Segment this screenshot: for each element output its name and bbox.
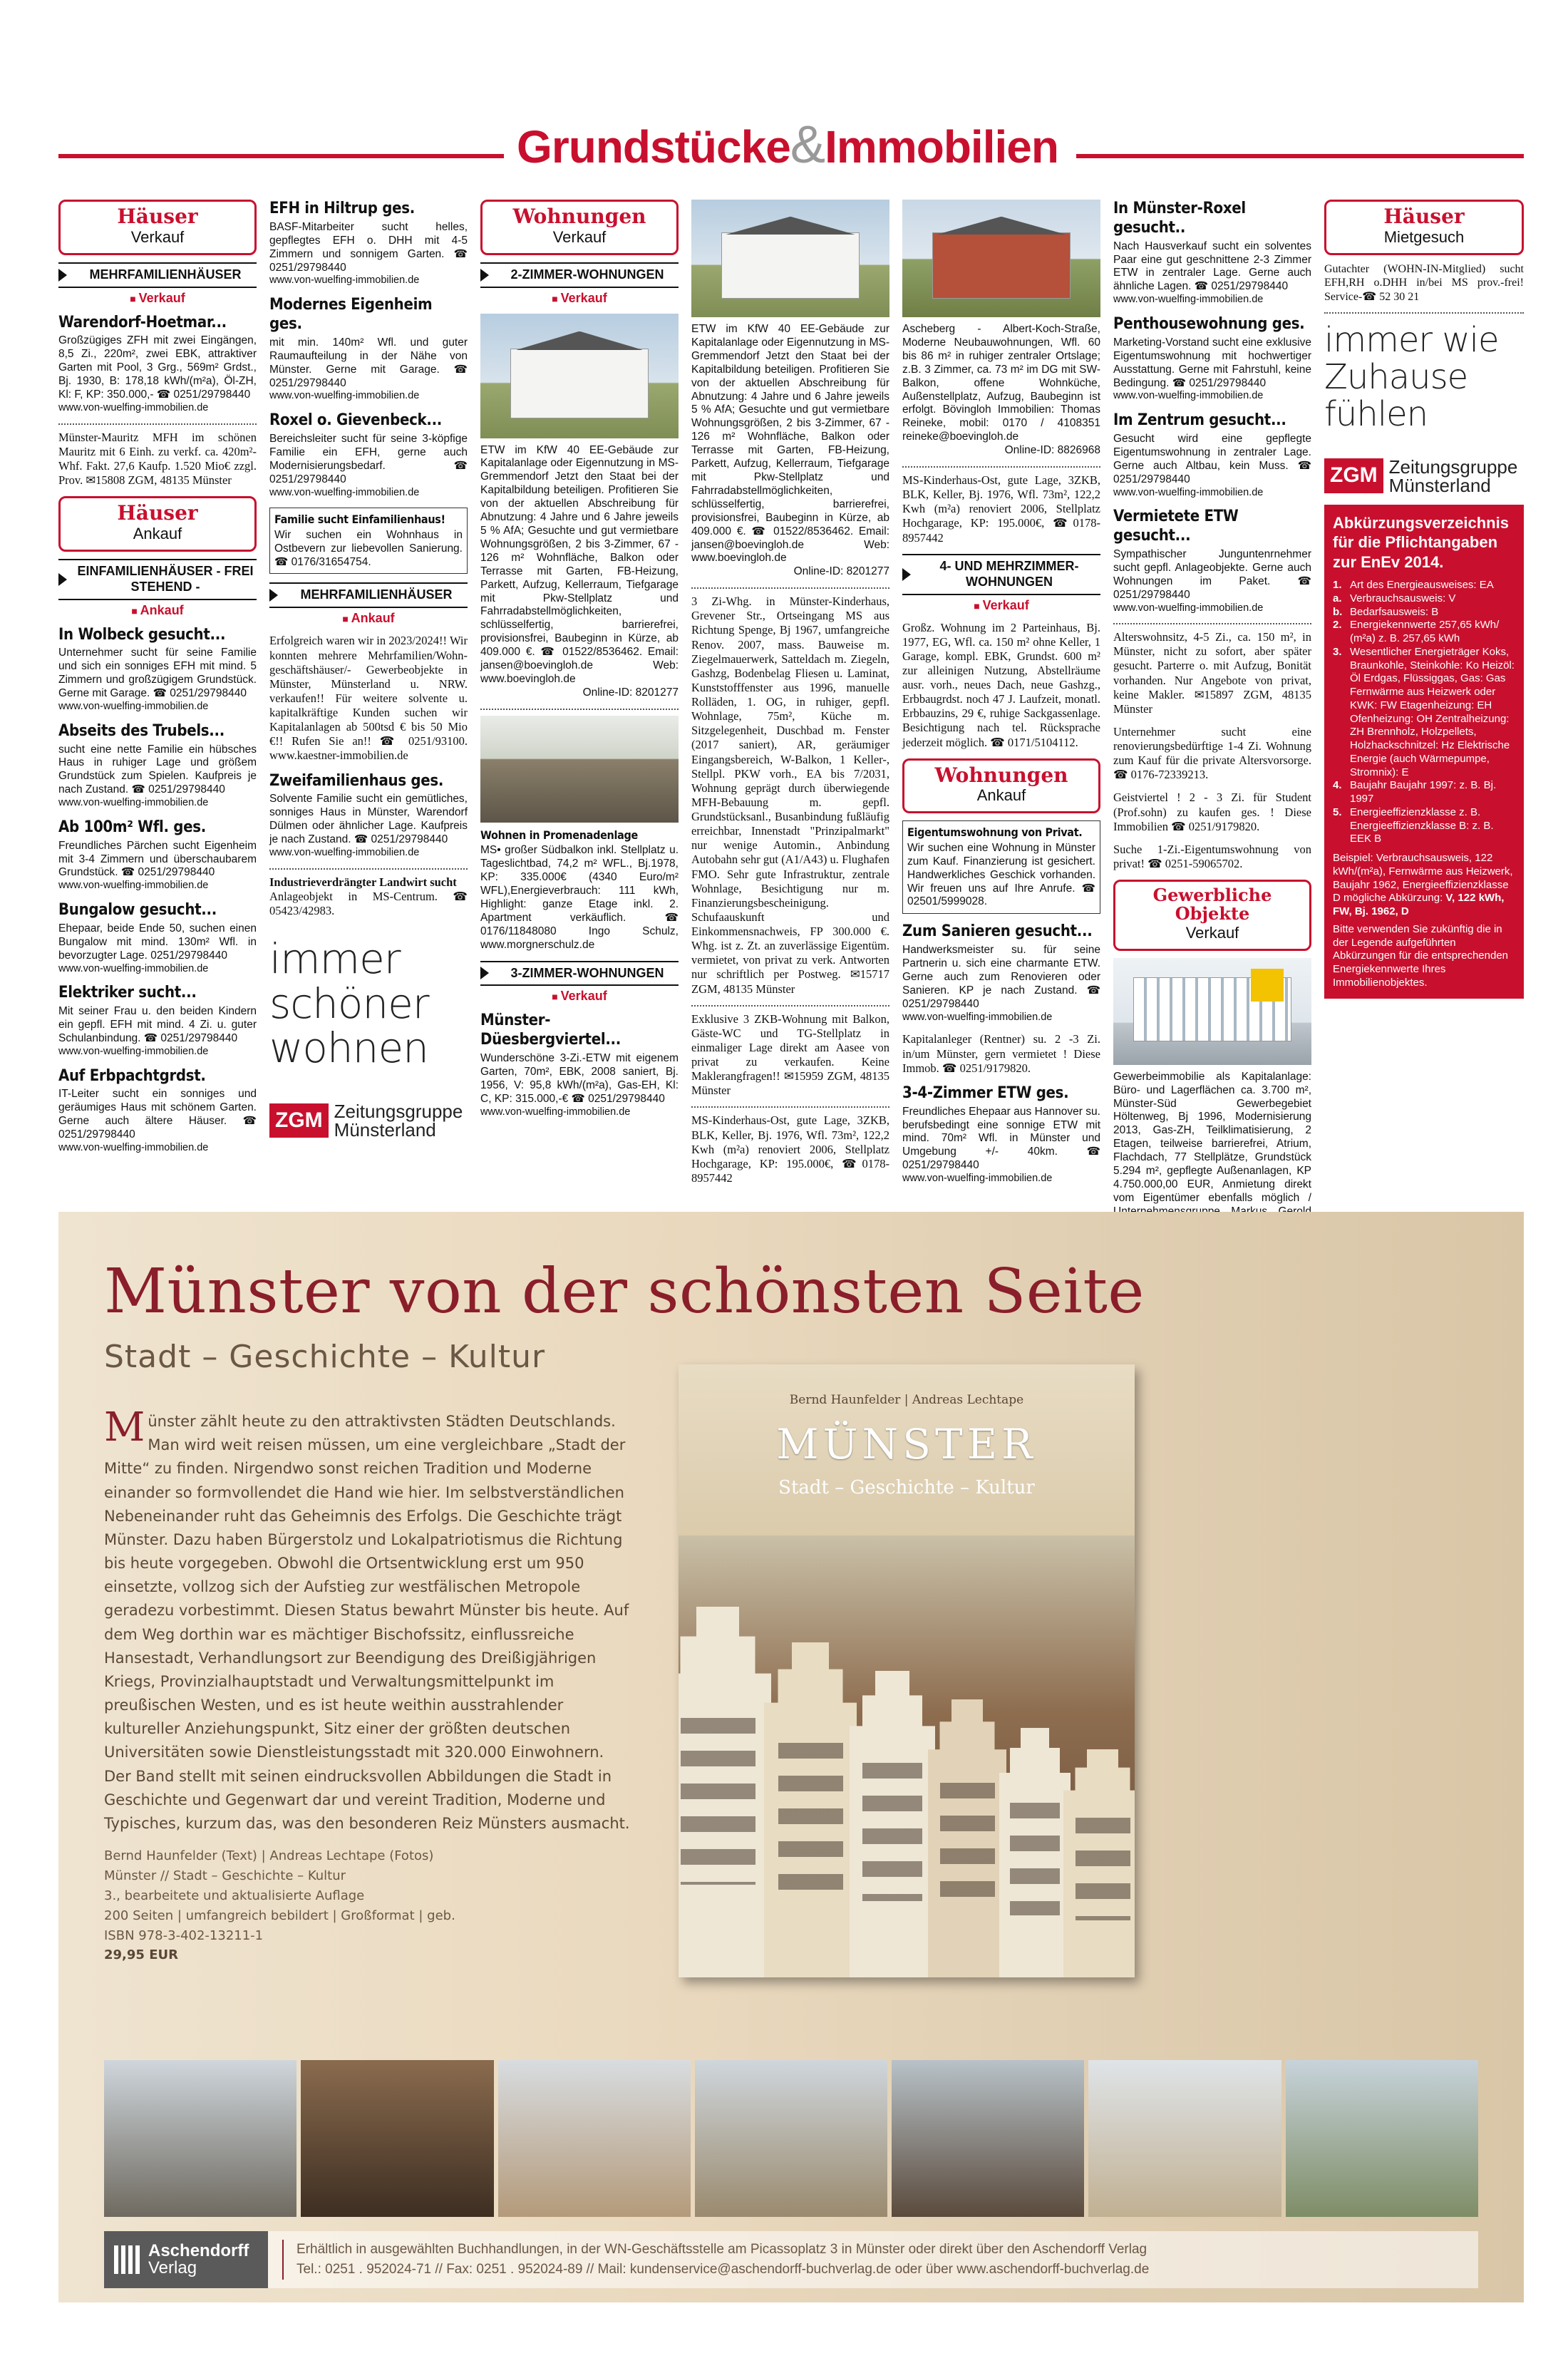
- box-title: Häuser: [1383, 205, 1465, 228]
- ad-web-link[interactable]: www.von-wuelfing-immobilien.de: [1113, 390, 1264, 402]
- slogan-line: fühlen: [1324, 393, 1428, 434]
- ad-text: Gewerbeimmobilie als Kapitalanlage: Büro- und Lagerflächen ca. 3.700 m², Münster-Süd Gewerbegebiet Höltenweg, Bj 1996, Modernisierung 2013, Gas-ZH, Teilklimatisierung, 2 Etagen, teilweise barrierefrei, Atrium, Flachdach, 77 Stellplätze, Grundstück 5.294 m², gepflegte Außenanlagen, KP 4.750.000,00 EUR, Anmietung direkt vom Eigentümer ebenfalls möglich /: [1113, 1070, 1311, 1204]
- category-box-gewerbe-verkauf: [1113, 880, 1311, 951]
- classified-ad: [58, 722, 257, 810]
- category-box-wohnungen-ankauf: [902, 758, 1100, 814]
- ad-text: Kapitalanleger (Rentner) su. 2 -3 Zi. in/um Münster, gern vermietet ! Diese Immob. ☎ 0251/9179820.: [902, 1032, 1100, 1075]
- ad-web-link[interactable]: www.von-wuelfing-immobilien.de: [58, 401, 209, 413]
- ad-text: Handwerksmeister su. für seine Partnerin u. sich eine charmante ETW. Gerne auch zum Renovieren oder Sanieren. KP je nach Zustand. ☎ 0251/29798440: [902, 944, 1100, 1010]
- box-subtitle: Ankauf: [976, 786, 1026, 805]
- divider: [1113, 623, 1311, 624]
- slogan-line: immer wie: [1324, 320, 1499, 361]
- classified-ad: [269, 772, 468, 860]
- publisher-footer: [104, 2231, 1478, 2288]
- classified-ad: [58, 818, 257, 892]
- photo-castle: [695, 2060, 887, 2217]
- book-details: [104, 1846, 455, 1965]
- ad-text: Großzügiges ZFH mit zwei Eingängen, 8,5 Zi., 220m², zwei EBK, attraktiver Garten mit Pool, 3 Grg., 569m² Grdst., Bj. 1930, B: 178,18 kWh/(m²a), Öl-ZH, Kl: F, KP: 350.000,- ☎ 0251/29798440: [58, 334, 257, 401]
- category-box-wohnungen-verkauf: [480, 200, 679, 255]
- box-subtitle: Ankauf: [133, 524, 182, 542]
- classified-ad: [1113, 411, 1311, 499]
- slogan-line: immer: [269, 935, 401, 984]
- classified-ad: [1113, 843, 1311, 871]
- ad-web-link[interactable]: www.von-wuelfing-immobilien.de: [58, 797, 209, 809]
- photo-lake: [1286, 2060, 1478, 2217]
- ad-web-link[interactable]: www.von-wuelfing-immobilien.de: [480, 1106, 631, 1118]
- classified-ad: [269, 411, 468, 499]
- logo-line: Münsterland: [334, 1118, 436, 1141]
- title-left: Grundstücke: [517, 121, 790, 173]
- ad-text: Freundliches Ehepaar aus Hannover su. berufsbedingt eine sonnige ETW mit mind. 70m² Wfl. in Münster und Umgebung +/- 40km. ☎ 0251/29798440: [902, 1105, 1100, 1172]
- ad-title: Industrieverdrängter Landwirt sucht: [269, 875, 457, 889]
- ad-text: Gutachter (WOHN-IN-Mitglied) sucht EFH,RH o.DHH in/bei MS prov.-frei! Service-☎ 52 30 21: [1324, 262, 1524, 303]
- book-title: MÜNSTER: [776, 1420, 1037, 1468]
- book-subtitle: Stadt – Geschichte – Kultur: [778, 1477, 1035, 1498]
- title-amp: &: [790, 115, 825, 174]
- box-subtitle: Verkauf: [130, 227, 185, 246]
- ad-text: Exklusive 3 ZKB-Wohnung mit Balkon, Gäste-WC und TG-Stellplatz in einmaliger Lage direkt am Aasee von privat zu verkaufen. Keine Maklerangfragen!! ✉15959 ZGM, 48135 Münster: [691, 1012, 889, 1098]
- ad-headline: Münster von der schönsten Seite: [104, 1256, 1145, 1327]
- category-box-haeuser-ankauf: [58, 496, 257, 552]
- ad-title: Bungalow gesucht...: [58, 901, 217, 920]
- classified-ad: [1113, 725, 1311, 783]
- legend-item: 4. Baujahr Baujahr 1997: z. B. Bj. 1997: [1333, 779, 1497, 805]
- zgm-logo: [1324, 455, 1524, 496]
- aschendorff-logo: [104, 2231, 268, 2288]
- ad-online-id: Online-ID: 8201277: [793, 565, 889, 578]
- ad-text: Marketing-Vorstand sucht eine exklusive Eigentumswohnung mit hochwertiger Ausstattung. Gerne mit Fahrstuhl, keine Bedingung. ☎ 0251/29798440: [1113, 336, 1311, 389]
- header-rule-left: [58, 154, 504, 158]
- building-photo: [480, 314, 679, 438]
- classified-ad: [902, 621, 1100, 750]
- slogan: [1324, 322, 1524, 433]
- zgm-logo: [269, 1102, 468, 1139]
- classified-ad: [58, 1067, 257, 1155]
- ad-web-link[interactable]: www.von-wuelfing-immobilien.de: [269, 274, 420, 287]
- classified-ad: [902, 323, 1100, 458]
- building-photo: [691, 200, 889, 317]
- category-header: MEHRFAMILIENHÄUSER: [58, 262, 257, 288]
- ad-text: Suche 1-Zi.-Eigentumswohnung von privat! ☎ 0251-59065702.: [1113, 842, 1311, 870]
- ad-text: Sympathischer Junguntenrnehmer sucht gepfl. Anlageobjekte. Gerne auch Wohnungen im Paket. ☎ 0251/29798440: [1113, 547, 1311, 601]
- ad-text: MS• großer Südbalkon inkl. Stellplatz u. Tageslichtbad, 74,2 m² WFL., Bj.1978, KP: 335.000€ (4340 Euro/m² WFL),Energieverbrauch: 111 kWh, Highlight: ganze Etage inkl. 2. Apartment verkäuflich. ☎ 0176/11848080 Ingo Schulz, www.morgnerschulz.de: [480, 844, 679, 951]
- building-logo: [1251, 969, 1284, 1002]
- building-photo: [902, 200, 1100, 317]
- classified-ad: [58, 431, 257, 488]
- divider: [480, 709, 679, 710]
- subcategory-label: ■ Verkauf: [480, 989, 679, 1004]
- classified-ad: [1113, 630, 1311, 716]
- category-header: 4- UND MEHRZIMMER-WOHNUNGEN: [902, 554, 1100, 595]
- classified-ad-boxed: [269, 508, 468, 574]
- ad-text: ETW im KfW 40 EE-Gebäude zur Kapitalanlage oder Eigennutzung in MS-Gremmendorf Jetzt den Staat bei der Kapitalbildung beteiligen. Profitieren Sie von der aktuellen Abschreibung für Abnutzung: 4 Jahre und 6 Jahre jeweils 5 % AfA; Gesuchte und gut vermietbare Wohnungsgrößen, 2 bis 3-Zimmer, 67 - 126 m² Wohnfläche, Balkon oder Terrasse mit Garten, FB-Heizung, Parkett, Aufzug, Kellerraum, Tiefgarage mit Pkw-Stellplatz und Fahrradabstellmöglichkeiten, schlüsselfertig, barrierefrei, provisionsfrei, Baubeginn in Kürze, ab 409.000 €. ☎ 01522/8536462. Email: jansen@boevingloh.de Web: www.boevingloh.de: [480, 443, 679, 685]
- ad-text: mit min. 140m² Wfl. und guter Raumaufteilung in der Nähe von Münster. Gerne mit Garage. ☎ 0251/29798440: [269, 336, 468, 389]
- ad-title: Warendorf-Hoetmar...: [58, 313, 227, 331]
- ad-web-link[interactable]: www.von-wuelfing-immobilien.de: [902, 1173, 1053, 1185]
- photo-strip: [104, 2060, 1478, 2217]
- slogan-line: Zuhause: [1324, 357, 1468, 397]
- section-title: [513, 114, 1062, 175]
- classified-ad: [902, 1032, 1100, 1075]
- ad-text: MS-Kinderhaus-Ost, gute Lage, 3ZKB, BLK, Keller, Bj. 1976, Wfl. 73m², 122,2 Kwh (m²a) renoviert 2006, Stellplatz Hochgarage, KP: 195.000€, ☎0178-8957442: [691, 1113, 889, 1185]
- book-authors: Bernd Haunfelder | Andreas Lechtape: [789, 1393, 1024, 1407]
- book-detail-line: 3., bearbeitete und aktualisierte Auflage: [104, 1888, 365, 1903]
- ad-title: In Wolbeck gesucht...: [58, 625, 226, 644]
- ad-web-link[interactable]: www.von-wuelfing-immobilien.de: [1113, 486, 1264, 498]
- category-box-haeuser-mietgesuch: [1324, 200, 1524, 255]
- column-2: [269, 200, 468, 1139]
- photo-baroque-facade: [498, 2060, 691, 2217]
- slogan: [269, 937, 468, 1071]
- divider: [691, 1005, 889, 1007]
- ad-title: Zweifamilienhaus ges.: [269, 771, 444, 790]
- classified-ad: [269, 634, 468, 763]
- classified-ad: [1113, 315, 1311, 403]
- ad-title: Abseits des Trubels...: [58, 721, 225, 740]
- ad-subheadline: Stadt – Geschichte – Kultur: [104, 1339, 546, 1375]
- ad-text: Gesucht wird eine gepflegte Eigentumswohnung in zentraler Lage. Gerne auch Altbau, kein Muss. ☎ 0251/29798440: [1113, 432, 1311, 485]
- classified-ad: [1113, 200, 1311, 307]
- classified-ad: [902, 473, 1100, 545]
- terrace-photo: [480, 716, 679, 823]
- ad-text: Wir suchen eine Wohnung in Münster zum Kauf. Finanzierung ist gesichert. Handwerkliches Geschick vorhanden. Wir freuen uns auf Ihre Anrufe. ☎ 02501/5999028.: [907, 841, 1095, 908]
- ad-title: Roxel o. Gievenbeck...: [269, 411, 443, 430]
- classified-ad: [269, 200, 468, 287]
- ad-title: Elektriker sucht...: [58, 984, 197, 1002]
- box-title: Gewerbliche Objekte: [1152, 885, 1272, 925]
- classified-ad: [691, 1012, 889, 1098]
- book-price: 29,95 EUR: [104, 1947, 178, 1963]
- slogan-line: wohnen: [269, 1024, 428, 1073]
- box-subtitle: Verkauf: [552, 227, 607, 246]
- column-7: [1324, 200, 1524, 999]
- classified-ad: [58, 984, 257, 1058]
- column-5: [902, 200, 1100, 1194]
- legend-note: Bitte verwenden Sie zukünftig die in der Legende aufgeführten Abkürzungen für die entsprechenden Energiekennwerte Ihres Immobilienobjektes.: [1333, 922, 1509, 989]
- classified-ad: [1113, 508, 1311, 614]
- zgm-logo-mark: ZGM: [269, 1103, 329, 1138]
- ad-title: Ab 100m² Wfl. ges.: [58, 818, 206, 836]
- abbreviation-legend: [1324, 505, 1524, 999]
- classified-ad: [691, 1113, 889, 1185]
- ad-text: MS-Kinderhaus-Ost, gute Lage, 3ZKB, BLK, Keller, Bj. 1976, Wfl. 73m², 122,2 Kwh (m²a) renoviert 2006, Stellplatz Hochgarage, KP: 195.000€, ☎0178-8957442: [902, 473, 1100, 545]
- ad-web-link[interactable]: www.von-wuelfing-immobilien.de: [58, 1142, 209, 1153]
- ad-text: Nach Hausverkauf sucht ein solventes Paar eine gut geschnittene 2-3 Zimmer ETW in zentraler Lage. Gerne auch ähnliche Lagen. ☎ 0251/29798440: [1113, 240, 1311, 293]
- photo-cathedral: [104, 2060, 296, 2217]
- classified-ad: [902, 1084, 1100, 1185]
- ad-text: Unternehmer sucht eine renovierungsbedürftige 1-4 Zi. Wohnung zum Kauf für die private Altersvorsorge. ☎ 0176-72339213.: [1113, 724, 1311, 782]
- subcategory-label: ■ Ankauf: [269, 611, 468, 627]
- classified-ad: [902, 922, 1100, 1024]
- divider: [691, 1106, 889, 1108]
- ad-title: Münster-Düesbergviertel...: [480, 1012, 621, 1049]
- ad-text: Ehepaar, beide Ende 50, suchen einen Bungalow mit mind. 130m² Wfl. in bevorzugter Lage. 0251/29798440: [58, 922, 257, 962]
- box-title: Häuser: [117, 205, 198, 228]
- ad-text: Unternehmer sucht für seine Familie und sich ein sonniges EFH mit mind. 5 Zimmern und großzügigem Grundstück. Gerne mit Garage. ☎ 0251/29798440: [58, 647, 257, 700]
- box-title: Häuser: [117, 501, 198, 525]
- ad-text: Wunderschöne 3-Zi.-ETW mit eigenem Garten, 70m², EBK, 2008 saniert, Bj. 1956, V: 95,8 kWh/(m²a), Gas-EH, Kl: C, KP: 315.000,-€ ☎ 0251/29798440: [480, 1052, 679, 1105]
- ad-web-link[interactable]: www.von-wuelfing-immobilien.de: [1113, 602, 1264, 614]
- ad-title: In Münster-Roxel gesucht..: [1113, 200, 1246, 237]
- subcategory-label: ■ Verkauf: [58, 291, 257, 307]
- ad-web-link[interactable]: www.von-wuelfing-immobilien.de: [58, 962, 209, 974]
- logo-line: Zeitungsgruppe: [334, 1100, 463, 1122]
- legend-item: b. Bedarfsausweis: B: [1333, 605, 1439, 618]
- ad-text: sucht eine nette Familie ein hübsches Haus in ruhiger Lage und größem Grundstück zum Spielen. Kaufpreis je nach Zustand. ☎ 0251/29798440: [58, 743, 257, 796]
- ad-text: Alterswohnsitz, 4-5 Zi., ca. 150 m², in Münster, nicht zu sofort, aber später gesucht. Parterre o. mit Aufzug, Bonität vorhanden. Nur Angebote von privat, keine Makler. ✉15897 ZGM, 48135 Münster: [1113, 630, 1311, 716]
- box-subtitle: Mietgesuch: [1383, 227, 1465, 246]
- legend-item: 3. Wesentlicher Energieträger Koks, Braunkohle, Steinkohle: Ko Heizöl: Öl Erdgas, Flüssiggas, Gas: Gas Fernwärme aus Heizwerk oder KWK: FW Etagenheizung: EH Ofenheizung: OH Zentralheizung: ZH Brennholz, Holzpellets, Holzhackschnitzel: Hz Elektrische Energie (auch Wärmepumpe, Stromnix): E: [1333, 645, 1515, 778]
- classified-ad: [1324, 262, 1524, 304]
- ad-title: Penthousewohnung ges.: [1113, 314, 1305, 333]
- classified-ad-boxed: [902, 820, 1100, 914]
- divider: [691, 587, 889, 589]
- ad-text: Bereichsleiter sucht für seine 3-köpfige Familie ein EFH, gerne auch Modernisierungsbedarf. ☎ 0251/29798440: [269, 432, 468, 485]
- ad-online-id: Online-ID: 8201277: [582, 686, 679, 699]
- slogan-line: schöner: [269, 979, 429, 1028]
- category-header: MEHRFAMILIENHÄUSER: [269, 582, 468, 608]
- ad-web-link[interactable]: www.von-wuelfing-immobilien.de: [1113, 294, 1264, 306]
- zgm-logo-mark: ZGM: [1324, 458, 1383, 493]
- publisher-name: Aschendorff: [148, 2241, 249, 2260]
- legend-title: Abkürzungsverzeichnis für die Pflichtangaben zur EnEv 2014.: [1333, 513, 1509, 571]
- legend-item: 5. Energieeffizienzklasse z. B. Energieeffizienzklasse B: z. B. EEK B: [1333, 805, 1494, 845]
- ad-text: Freundliches Pärchen sucht Eigenheim mit 3-4 Zimmern und überschaubarem Grundstück. ☎ 0251/29798440: [58, 839, 257, 879]
- column-1: [58, 200, 257, 1163]
- ad-web-link[interactable]: www.von-wuelfing-immobilien.de: [902, 1011, 1053, 1023]
- divider: [269, 868, 468, 870]
- ad-web-link[interactable]: www.von-wuelfing-immobilien.de: [58, 1045, 209, 1057]
- classified-ad: [480, 444, 679, 700]
- ad-title: Eigentumswohnung von Privat.: [907, 825, 1083, 840]
- publisher-contact: [282, 2240, 1149, 2279]
- category-header: 3-ZIMMER-WOHNUNGEN: [480, 961, 679, 987]
- column-6: [1113, 200, 1311, 1267]
- subcategory-label: ■ Ankauf: [58, 603, 257, 619]
- ad-web-link[interactable]: www.von-wuelfing-immobilien.de: [269, 486, 420, 498]
- ad-title: Im Zentrum gesucht...: [1113, 411, 1286, 430]
- ad-text: Ascheberg - Albert-Koch-Straße, Moderne Neubauwohnungen, Wfl. 60 bis 86 m² in ruhiger zentraler Ortslage; z.B. 3 Zimmer, ca. 73 m² im DG mit SW-Balkon, offene Wohnküche, Außenstellplatz, Aufzug, Baubeginn ist erfolgt. Bövingloh Immobilien: Thomas Reineke, mobil: 0170 / 4108351 reineke@boevingloh.de: [902, 323, 1100, 443]
- classified-ad: [58, 626, 257, 714]
- header-rule-right: [1076, 154, 1524, 158]
- legend-item: a. Verbrauchsausweis: V: [1333, 592, 1456, 604]
- ad-text: Mit seiner Frau u. den beiden Kindern ein gepfl. EFH mit mind. 4 Zi. u. guter Schulanbindung. ☎ 0251/29798440: [58, 1005, 257, 1044]
- publisher-sub: Verlag: [148, 2258, 197, 2277]
- ad-web-link[interactable]: www.von-wuelfing-immobilien.de: [269, 846, 420, 858]
- divider: [902, 466, 1100, 468]
- office-building-photo: [1113, 958, 1311, 1065]
- box-title: Wohnungen: [934, 763, 1068, 787]
- legend-example: Beispiel: Verbrauchsausweis, 122 kWh/(m²a), Fernwärme aus Heizwerk, Baujahr 1962, Energieeffizienzklasse D mögliche Abkürzung: V, 122 kWh, FW, Bj. 1962, D: [1333, 852, 1513, 918]
- subcategory-label: ■ Verkauf: [480, 291, 679, 307]
- category-header: EINFAMILIENHÄUSER - FREI STEHEND -: [58, 559, 257, 600]
- ad-text: Münster-Mauritz MFH im schönen Mauritz mit 6 Einh. zu verkf. ca. 420m²-Whf. Fakt. 27,6 Kaufp. 1.520 Mio€ zzgl. Prov. ✉15808 ZGM, 48135 Münster: [58, 430, 257, 487]
- legend-item: 2. Energiekennwerte 257,65 kWh/ (m²a) z. B. 257,65 kWh: [1333, 619, 1500, 645]
- ad-text: Erfolgreich waren wir in 2023/2024!! Wir konnten mehrere Mehrfamilien/Wohn- geschäftshäuser/- Gewerbeobjekte in Münster, Münsterland u. NRW. verkaufen!! Für weitere solvente u. kapitalkräftige Kunden suchen wir Kapitalanlagen ab 500tsd € bis 50 Mio €!! Rufen Sie an!! ☎ 0251/93100. www.kaestner-immobilien.de: [269, 634, 468, 763]
- classified-ad: [480, 1012, 679, 1118]
- ad-web-link[interactable]: www.von-wuelfing-immobilien.de: [58, 701, 209, 713]
- photo-sculpture: [892, 2060, 1084, 2217]
- ad-title: Zum Sanieren gesucht...: [902, 922, 1093, 941]
- column-4: [691, 200, 889, 1194]
- ad-body-text: ünster zählt heute zu den attraktivsten Städten Deutschlands. Man wird weit reisen müssen, um eine vergleichbare „Stadt der Mitte“ zu finden. Nirgendwo sonst reichen Tradition und Moderne einander so formvollendet die Hand wie hier. Im selbstverständlichen Nebeneinander ruht das Geheimnis des Erfolgs. Die Geschichte trägt Münster. Dazu haben Bürgerstolz und Lokalpatriotismus die Richtung bis heute vorgegeben. Obwohl die Ortsentwicklung erst um 950 einsetzte, vollzog sich der Aufstieg zur westfälischen Metropole geradezu vorbestimmt. Diesen Status bewahrt Münster bis heute. Auf dem Weg dorthin war es mächtiger Bischofssitz, einflussreiche Hansestadt, Verhandlungsort zur Beendigung des Dreißigjährigen Kriegs, Provinzialhauptstadt und Verwaltungsmittelpunkt im preußischen Westen, und es ist heute weithin ausstrahlender kultureller Anziehungspunkt, Sitz einer der größten deutschen Universitäten sowie Dienstleistungsstadt mit 320.000 Einwohnern. Der Band stellt mit seinen eindrucksvollen Abbildungen die Stadt in Geschichte und Gegenwart dar und vereint Tradition, Moderne und Typisches, kurzum das, was den besonderen Reiz Münsters ausmacht.: [104, 1413, 630, 1832]
- book-detail-line: Münster // Stadt – Geschichte – Kultur: [104, 1868, 346, 1883]
- classified-ad: [1113, 791, 1311, 833]
- box-subtitle: Verkauf: [1185, 923, 1239, 942]
- classified-ad: [58, 314, 257, 415]
- classified-ad: [691, 323, 889, 579]
- category-box-haeuser-verkauf: [58, 200, 257, 255]
- ad-text: BASF-Mitarbeiter sucht helles, gepflegtes EFH o. DHH mit 4-5 Zimmern und sonnigem Garten. ☎ 0251/29798440: [269, 220, 468, 274]
- category-header: 2-ZIMMER-WOHNUNGEN: [480, 262, 679, 288]
- ad-title: Auf Erbpachtgrdst.: [58, 1066, 206, 1085]
- title-right: Immobilien: [825, 121, 1058, 173]
- ad-title: Modernes Eigenheim ges.: [269, 296, 433, 333]
- box-title: Wohnungen: [512, 205, 646, 228]
- ad-text: Anlageobjekt in MS-Centrum. ☎ 05423/42983.: [269, 889, 468, 917]
- logo-line: Münsterland: [1388, 474, 1491, 496]
- book-detail-line: 200 Seiten | umfangreich bebildert | Großformat | geb.: [104, 1908, 455, 1923]
- book-cover: [679, 1364, 1135, 1977]
- ad-title: 3-4-Zimmer ETW ges.: [902, 1084, 1069, 1102]
- ad-text: Wir suchen ein Wohnhaus in Ostbevern zur liebevollen Sanierung. ☎ 0176/31654754.: [274, 528, 463, 568]
- availability-text: Erhältlich in ausgewählten Buchhandlungen, in der WN-Geschäftsstelle am Picassoplatz 3 in Münster oder direkt über den Aschendorff Verlag: [296, 2242, 1147, 2258]
- book-cover-photo: [679, 1535, 1135, 1977]
- ad-web-link[interactable]: www.von-wuelfing-immobilien.de: [58, 880, 209, 892]
- logo-line: Zeitungsgruppe: [1388, 455, 1518, 478]
- book-detail-line: ISBN 978-3-402-13211-1: [104, 1927, 264, 1943]
- classified-ad: [480, 828, 679, 952]
- photo-interior: [301, 2060, 493, 2217]
- classified-ad: [269, 296, 468, 403]
- ad-body: [104, 1404, 631, 1836]
- ad-text: 3 Zi-Whg. in Münster-Kinderhaus, Grevener Str., Ortseingang MS aus Richtung Spenge, Bj 1967, umfangreiche Renov. 2007, mass. Bauweise m. Ziegelmauerwerk, Satteldach m. Ziegeln, Gashzg, Bodenbelag Fliesen u. Laminat, Kunststofffenster aus 1996, manuelle Rolläden, 1. OG, in ruhiger, gepfl. Wohnlage, 75m², Küche m. Sitzgelegenheit, Duschbad m. Fenster (2017 saniert), AR, geräumiger Eingangsbereich, W-Balkon, 1 Keller-, Stellpl. PKW vorh., EA bis 7/2031, Wohnung geprägt durch überwiegende MFH-Bebauung m. gepfl. Grundstücksanl., Busanbindung fußläufig erreichbar, Innenstadt "Prinzipalmarkt" nur wenige Automin., Anbindung Autobahn sehr gut (A1/A43) u. Flughafen FMO. Sehr gute Infrastruktur, zentrale Wohnlage, Besichtigung nur m. Finanzierungsbescheinigung. Schufaauskunft und Einkommensnachweis, FP 300.000 €. Whg. ist z. Zt. an zuverlässige Eigentüm. vermietet, von privat zu verk. Antworten nur schriftlich per Postweg. ✉15717 ZGM, 48135 Münster: [691, 594, 889, 996]
- column-3: [480, 200, 679, 1127]
- photo-church: [1088, 2060, 1281, 2217]
- ad-web-link[interactable]: www.von-wuelfing-immobilien.de: [269, 390, 420, 402]
- ad-title: Vermietete ETW gesucht...: [1113, 508, 1239, 545]
- divider: [58, 423, 257, 425]
- drop-cap: M: [104, 1404, 145, 1451]
- contact-text[interactable]: Tel.: 0251 . 952024-71 // Fax: 0251 . 952024-89 // Mail: kundenservice@aschendorff-buchverlag.de oder über www.aschendorff-buchverlag.de: [296, 2262, 1150, 2277]
- legend-item: 1. Art des Energieausweises: EA: [1333, 579, 1494, 592]
- ad-title: Wohnen in Promenadenlage: [480, 828, 639, 842]
- ad-online-id: Online-ID: 8826968: [1004, 444, 1100, 457]
- book-detail-line: Bernd Haunfelder (Text) | Andreas Lechtape (Fotos): [104, 1848, 434, 1863]
- ad-text: Großz. Wohnung im 2 Parteinhaus, Bj. 1977, EG, Wfl. ca. 150 m² ohne Keller, 1 Garage, kompl. EBK, Grundst. 600 m² zur alleinigen Nutzung, Abstellräume ausr. vorh., neues Dach, neue Gashzg., Erbbaugrdst. noch 47 J. Laufzeit, monatl. Erbbauzins, 29 €, ruhige Sackgassenlage. Besichtigung nach tel. Rücksprache jederzeit möglich. ☎ 0171/5104112.: [902, 620, 1100, 749]
- ad-title: EFH in Hiltrup ges.: [269, 200, 415, 217]
- ad-text: IT-Leiter sucht ein sonniges und geräumiges Haus mit schönem Garten. Gerne auch ältere Häuser. ☎ 0251/29798440: [58, 1088, 257, 1141]
- divider: [1324, 312, 1524, 314]
- book-advertisement: [58, 1212, 1524, 2302]
- publisher-logo-icon: [114, 2245, 143, 2274]
- ad-text: ETW im KfW 40 EE-Gebäude zur Kapitalanlage oder Eigennutzung in MS-Gremmendorf Jetzt den Staat bei der Kapitalbildung beteiligen. Profitieren Sie von der aktuellen Abschreibung für Abnutzung: 4 Jahre und 6 Jahre jeweils 5 % AfA; Gesuchte und gut vermietbare Wohnungsgrößen, 2 bis 3-Zimmer, 67 - 126 m² Wohnfläche, Balkon oder Terrasse mit Garten, FB-Heizung, Parkett, Aufzug, Kellerraum, Tiefgarage mit Pkw-Stellplatz und Fahrradabstellmöglichkeiten, schlüsselfertig, barrierefrei, provisionsfrei, Baubeginn in Kürze, ab 409.000 €. ☎ 01522/8536462. Email: jansen@boevingloh.de Web: www.boevingloh.de: [691, 323, 889, 565]
- ad-text: Solvente Familie sucht ein gemütliches, sonniges Haus in Münster, Warendorf Dülmen oder ähnlicher Lage. Kaufpreis je nach Zustand. ☎ 0251/29798440: [269, 793, 468, 846]
- classified-ad: [58, 901, 257, 975]
- subcategory-label: ■ Verkauf: [902, 598, 1100, 614]
- ad-title: Familie sucht Einfamilienhaus!: [274, 513, 445, 527]
- ad-text: Geistviertel ! 2 - 3 Zi. für Student (Prof.sohn) zu kaufen ges. ! Diese Immobilien ☎ 0251/9179820.: [1113, 791, 1311, 833]
- classified-ad: [269, 875, 468, 918]
- classified-ad: [691, 594, 889, 997]
